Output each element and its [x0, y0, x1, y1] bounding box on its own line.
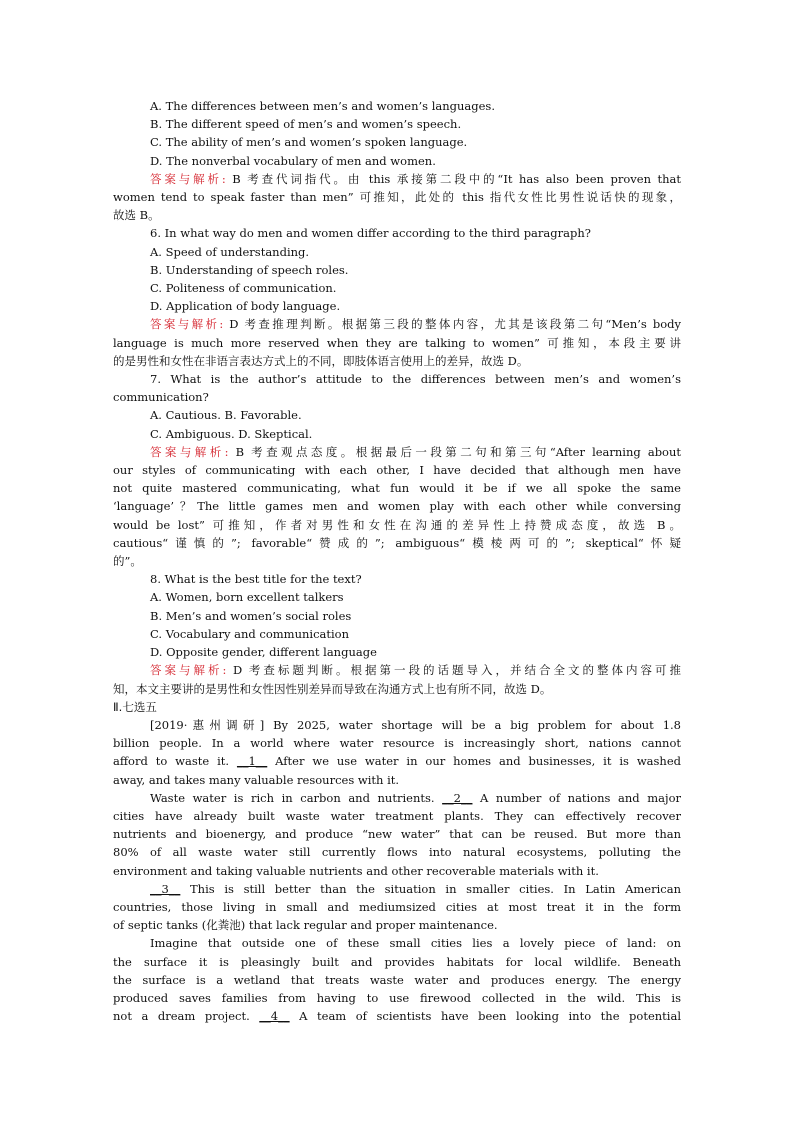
passage-text: After we use water in our homes and businesses, it is washed [267, 754, 681, 769]
blank-3: __3__ [150, 881, 181, 896]
passage-line: Imagine that outside one of these small cities lies a lovely piece of land: on [150, 936, 681, 951]
passage-line [113, 1007, 681, 1025]
q8-option-c: C. Vocabulary and communication [150, 626, 349, 641]
q5-answer-line: women tend to speak faster than men” 可推知，此处的 this 指代女性比男性说话快的现象， [113, 190, 681, 205]
q5-option-a: A. The differences between men’s and women’s languages. [150, 99, 495, 113]
passage-line [113, 880, 681, 898]
q6-option-b: B. Understanding of speech roles. [150, 262, 349, 277]
q7-question: 7. What is the author’s attitude to the differences between men’s and women’s [150, 372, 681, 387]
answer-label: 答案与解析: [150, 663, 227, 678]
q6-option-d: D. Application of body language. [150, 299, 341, 314]
passage-text: This is still better than the situation in smaller cities. In Latin American [180, 881, 681, 896]
passage-line: the surface is a wetland that treats waste water and produces energy. The energy [113, 972, 681, 987]
q8-answer-line [113, 661, 681, 679]
q8-option-b: B. Men’s and women’s social roles [150, 608, 352, 623]
passage-line: countries, those living in small and mediumsized cities at most treat it in the form [113, 899, 681, 914]
passage-line: [2019·惠州调研] By 2025, water shortage will be a big problem for about 1.8 [150, 717, 681, 732]
answer-label: 答案与解析: [150, 317, 224, 332]
passage-line: produced saves families from having to use firewood collected in the wild. This is [113, 990, 681, 1005]
passage-line: cities have already built waste water treatment plants. They can effectively recover [113, 808, 681, 823]
q7-answer-line [113, 443, 681, 461]
answer-label: 答案与解析: [150, 444, 229, 459]
q5-option-b: B. The different speed of men’s and women’s speech. [150, 117, 462, 132]
passage-line: billion people. In a world where water resource is increasingly short, nations cannot [113, 736, 681, 751]
passage-line [113, 752, 681, 770]
q5-option-d: D. The nonverbal vocabulary of men and women. [150, 153, 436, 168]
document-page [113, 97, 681, 1025]
blank-4: __4__ [259, 1009, 290, 1024]
passage-line: away, and takes many valuable resources with it. [113, 772, 400, 787]
q8-option-a: A. Women, born excellent talkers [150, 590, 344, 605]
q7-answer-line: 的”。 [113, 554, 142, 569]
passage-line: nutrients and bioenergy, and produce “new water” that can be reused. But more than [113, 827, 681, 842]
q7-answer-line: would be lost” 可推知，作者对男性和女性在沟通的差异性上持赞成态度，故选 B。 [113, 517, 681, 532]
passage-text: afford to waste it. [113, 754, 237, 769]
q8-question: 8. What is the best title for the text? [150, 572, 362, 587]
q6-answer-line [113, 315, 681, 333]
q6-answer-line: 的是男性和女性在非语言表达方式上的不同，即肢体语言使用上的差异，故选 D。 [113, 353, 529, 368]
passage-line: 80% of all waste water still currently flows into natural ecosystems, polluting the [113, 845, 681, 860]
q7-answer-line: not quite mastered communicating, what fun would it be if we all spoke the same [113, 481, 681, 496]
q8-answer-text: D 考查标题判断。根据第一段的话题导入，并结合全文的整体内容可推 [226, 663, 681, 678]
q7-options: A. Cautious. B. Favorable. [150, 408, 302, 423]
section-heading: Ⅱ.七选五 [113, 699, 157, 714]
q7-answer-line: ‘language’？The little games men and women play with each other while conversing [113, 499, 681, 514]
q7-question: communication? [113, 390, 209, 405]
q5-option-c: C. The ability of men’s and women’s spoken language. [150, 135, 468, 150]
q6-option-c: C. Politeness of communication. [150, 281, 337, 296]
passage-line: of septic tanks (化粪池) that lack regular and proper maintenance. [113, 918, 498, 933]
q6-option-a: A. Speed of understanding. [150, 244, 310, 259]
q5-answer-line: 故选 B。 [113, 208, 160, 223]
q6-answer-line: language is much more reserved when they are talking to women” 可推知，本段主要讲 [113, 335, 681, 350]
q7-answer-text: B 考查观点态度。根据最后一段第二句和第三句“After learning about [228, 444, 682, 459]
passage-text: Waste water is rich in carbon and nutrients. [150, 790, 443, 805]
q6-answer-text: D 考查推理判断。根据第三段的整体内容，尤其是该段第二句“Men’s body [223, 317, 681, 332]
passage-text: A team of scientists have been looking into the potential [289, 1009, 682, 1024]
passage-line: environment and taking valuable nutrients and other recoverable materials with it. [113, 863, 599, 878]
q8-option-d: D. Opposite gender, different language [150, 645, 377, 660]
passage-text: A number of nations and major [472, 790, 682, 805]
passage-line [113, 789, 681, 807]
blank-1: __1__ [236, 754, 268, 769]
q7-answer-line: our styles of communicating with each other, I have decided that although men have [113, 463, 681, 478]
passage-line: the surface it is pleasingly built and provides habitats for local wildlife. Beneath [113, 954, 681, 969]
q6-question: 6. In what way do men and women differ according to the third paragraph? [150, 226, 591, 241]
blank-2: __2__ [442, 790, 473, 805]
q8-answer-line: 知，本文主要讲的是男性和女性因性别差异而导致在沟通方式上也有所不同，故选 D。 [113, 681, 552, 696]
q7-options: C. Ambiguous. D. Skeptical. [150, 426, 313, 441]
q5-answer-line [113, 170, 681, 188]
q5-answer-text: B 考查代词指代。由 this 承接第二段中的“It has also been proven that [225, 171, 682, 186]
answer-label: 答案与解析: [150, 171, 226, 186]
q7-answer-line: cautious“谨慎的”; favorable“赞成的”; ambiguous“模棱两可的”; skeptical“怀疑 [113, 535, 681, 550]
passage-text: not a dream project. [113, 1009, 260, 1024]
